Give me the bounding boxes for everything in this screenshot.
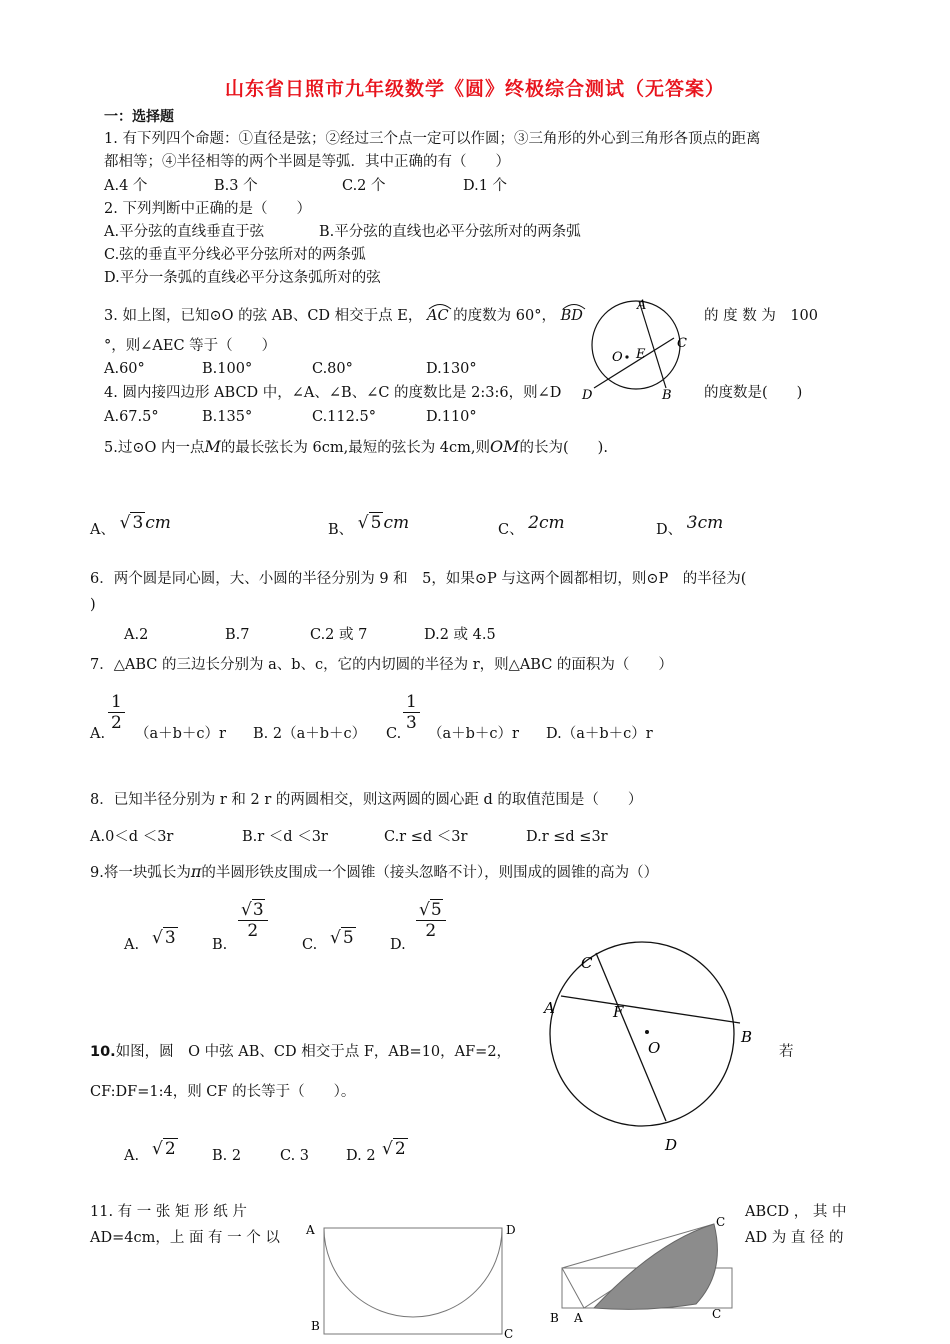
q7-option-c-label: C. [386, 726, 402, 742]
q10-chord-ab [561, 996, 740, 1023]
q10-line2: CF:DF=1:4，则 CF 的长等于（ ）。 [90, 1084, 356, 1100]
q1-option-c: C.2 个 [342, 178, 386, 194]
q11-left-line2: AD=4cm，上 面 有 一 个 以 [90, 1230, 280, 1246]
q5-option-d: D、 3cm [656, 513, 724, 538]
q1-option-b: B.3 个 [214, 178, 258, 194]
q10-circle [550, 942, 734, 1126]
q10-circle-figure [538, 926, 768, 1158]
q3-center-dot [625, 355, 628, 358]
q9-option-d-label: D. [390, 937, 406, 953]
q11-fig2-label-b: B [550, 1311, 559, 1325]
q11-semicircle [324, 1228, 502, 1317]
q4-line1-right: 的度数是( ) [704, 385, 803, 401]
q11-fig1-label-c: C [504, 1327, 514, 1341]
q7-option-c-tail: （a＋b＋c）r [428, 726, 519, 742]
q3-label-e: E [636, 347, 646, 362]
q11-folded-figure [546, 1212, 746, 1334]
q9-option-c-label: C. [302, 937, 318, 953]
q7-option-b: B. 2（a＋b＋c） [253, 726, 367, 742]
q10-option-d-value: √ 2 [382, 1139, 406, 1159]
q5-option-a: A、 √ 3 cm [90, 513, 171, 538]
q9-option-b-fraction: $\frac{√3}{2}$ [238, 900, 268, 941]
q11-right-line2: AD 为 直 径 的 [745, 1230, 844, 1246]
q4-option-d: D.110° [426, 409, 477, 425]
q3-option-b: B.100° [202, 361, 253, 377]
q3-arc-ac: AC [427, 307, 449, 325]
q8-option-d: D.r ≤d ≤3r [526, 829, 608, 845]
q11-fig1-label-a: A [306, 1223, 315, 1237]
q6-option-a: A.2 [124, 627, 149, 643]
q4-option-c: C.112.5° [312, 409, 376, 425]
q8-option-b: B.r ＜d ＜3r [242, 829, 328, 845]
q11-fig1-label-d: D [506, 1223, 516, 1237]
q3-text-part1: 3. 如上图，已知⊙O 的弦 AB、CD 相交于点 E， [104, 308, 423, 324]
q9-option-b-label: B. [212, 937, 228, 953]
q1-line1: 1. 有下列四个命题：①直径是弦；②经过三个点一定可以作圆；③三角形的外心到三角形各顶点的距离 [104, 131, 761, 147]
q5-stem: 5.过⊙O 内一点M的最长弦长为 6cm,最短的弦长为 4cm,则OM的长为( ). [104, 437, 608, 456]
q8-option-a: A.0＜d ＜3r [90, 829, 174, 845]
q6-line2: ) [90, 597, 96, 613]
q3-line1 [104, 307, 583, 325]
q10-option-d-label: D. 2 [346, 1148, 376, 1164]
q3-option-c: C.80° [312, 361, 353, 377]
q3-arc-bd: BD [561, 307, 583, 325]
q3-option-a: A.60° [104, 361, 145, 377]
q10-label-f: F [613, 1003, 624, 1021]
q11-rectangle [324, 1228, 502, 1334]
q10-option-b: B. 2 [212, 1148, 242, 1164]
q3-circle-figure [574, 292, 698, 404]
q11-fig1-label-b: B [311, 1319, 320, 1333]
q7-option-a-fraction: $\frac{1}{2}$ [108, 692, 125, 733]
q7-option-d: D.（a＋b＋c）r [546, 726, 653, 742]
q3-text-part3: 的 度 数 为 100 [704, 308, 819, 324]
q9-option-d-fraction: $\frac{√5}{2}$ [416, 900, 446, 941]
q3-line2: °，则∠AEC 等于（ ） [104, 338, 277, 354]
q11-shaded-region [594, 1224, 717, 1309]
q11-right-line1: ABCD ， 其 中 [745, 1204, 847, 1220]
q4-option-a: A.67.5° [104, 409, 159, 425]
q3-circle [592, 301, 680, 389]
q3-label-d: D [582, 388, 593, 403]
q3-label-a: A [637, 298, 647, 313]
q5-option-c: C、 2cm [498, 513, 565, 538]
q2-option-b: B.平分弦的直线也必平分弦所对的两条弧 [319, 224, 581, 240]
q9-option-a-value: √ 3 [152, 928, 176, 948]
q2-option-a: A.平分弦的直线垂直于弦 [104, 224, 265, 240]
q8-option-c: C.r ≤d ＜3r [384, 829, 468, 845]
q6-option-b: B.7 [225, 627, 250, 643]
q7-option-a-tail: （a＋b＋c）r [135, 726, 226, 742]
q6-line1: 6．两个圆是同心圆，大、小圆的半径分别为 9 和 5，如果⊙P 与这两个圆都相切，则⊙P 的半径为( [90, 571, 747, 587]
section-heading: 一：选择题 [104, 109, 174, 125]
q3-label-c: C [677, 336, 687, 351]
arc-mark-icon [427, 302, 453, 310]
q3-text-part2: 的度数为 60°， [453, 308, 556, 324]
q10-label-o: O [648, 1039, 661, 1057]
q1-option-d: D.1 个 [463, 178, 508, 194]
q1-line2: 都相等；④半径相等的两个半圆是等弧．其中正确的有（ ） [104, 154, 510, 170]
q3-label-b: B [662, 388, 672, 403]
q10-option-a-value: √ 2 [152, 1139, 176, 1159]
q4-line1: 4. 圆内接四边形 ABCD 中，∠A、∠B、∠C 的度数比是 2:3:6，则∠D [104, 385, 562, 401]
q6-option-c: C.2 或 7 [310, 627, 368, 643]
q10-center-dot [645, 1030, 649, 1034]
q9-option-c-value: √ 5 [330, 928, 354, 948]
q10-label-c: C [581, 954, 593, 972]
q10-label-a: A [544, 999, 555, 1017]
q11-rectangle-figure [298, 1220, 524, 1344]
q2-stem: 2. 下列判断中正确的是（ ） [104, 201, 311, 217]
q3-option-d: D.130° [426, 361, 477, 377]
q9-option-a-label: A. [124, 937, 140, 953]
q2-option-c: C.弦的垂直平分线必平分弦所对的两条弧 [104, 247, 366, 263]
q10-line1: 10.如图，圆 O 中弦 AB、CD 相交于点 F，AB=10，AF=2， [90, 1044, 512, 1060]
q9-stem: 9.将一块弧长为π的半圆形铁皮围成一个圆锥（接头忽略不计），则围成的圆锥的高为（） [90, 862, 659, 881]
q11-left-line1: 11. 有 一 张 矩 形 纸 片 [90, 1204, 247, 1220]
q10-option-a-label: A. [124, 1148, 140, 1164]
q6-option-d: D.2 或 4.5 [424, 627, 496, 643]
q7-stem: 7．△ABC 的三边长分别为 a、b、c，它的内切圆的半径为 r，则△ABC 的面积为（ ） [90, 657, 673, 673]
q5-option-b: B、 √ 5 cm [328, 513, 410, 538]
q11-fig2-label-c-top: C [716, 1215, 726, 1229]
page-title: 山东省日照市九年级数学《圆》终极综合测试（无答案） [224, 78, 725, 100]
q11-fig2-label-c-bottom: C [712, 1307, 722, 1321]
q10-line1-right: 若 [779, 1044, 794, 1060]
q3-label-o: O [612, 350, 623, 365]
q10-label-b: B [741, 1028, 753, 1046]
q4-option-b: B.135° [202, 409, 253, 425]
q11-fig2-label-a: A [574, 1311, 583, 1325]
q10-option-c: C. 3 [280, 1148, 310, 1164]
q10-chord-cd [596, 953, 666, 1121]
q7-option-c-fraction: $\frac{1}{3}$ [403, 692, 420, 733]
q10-label-d: D [665, 1136, 678, 1154]
q2-option-d: D.平分一条弧的直线必平分这条弧所对的弦 [104, 270, 381, 286]
q3-chord-ab [639, 301, 666, 388]
q1-option-a: A.4 个 [104, 178, 148, 194]
q7-option-a-label: A. [90, 726, 106, 742]
q8-stem: 8．已知半径分别为 r 和 2 r 的两圆相交，则这两圆的圆心距 d 的取值范围是（ ） [90, 792, 643, 808]
